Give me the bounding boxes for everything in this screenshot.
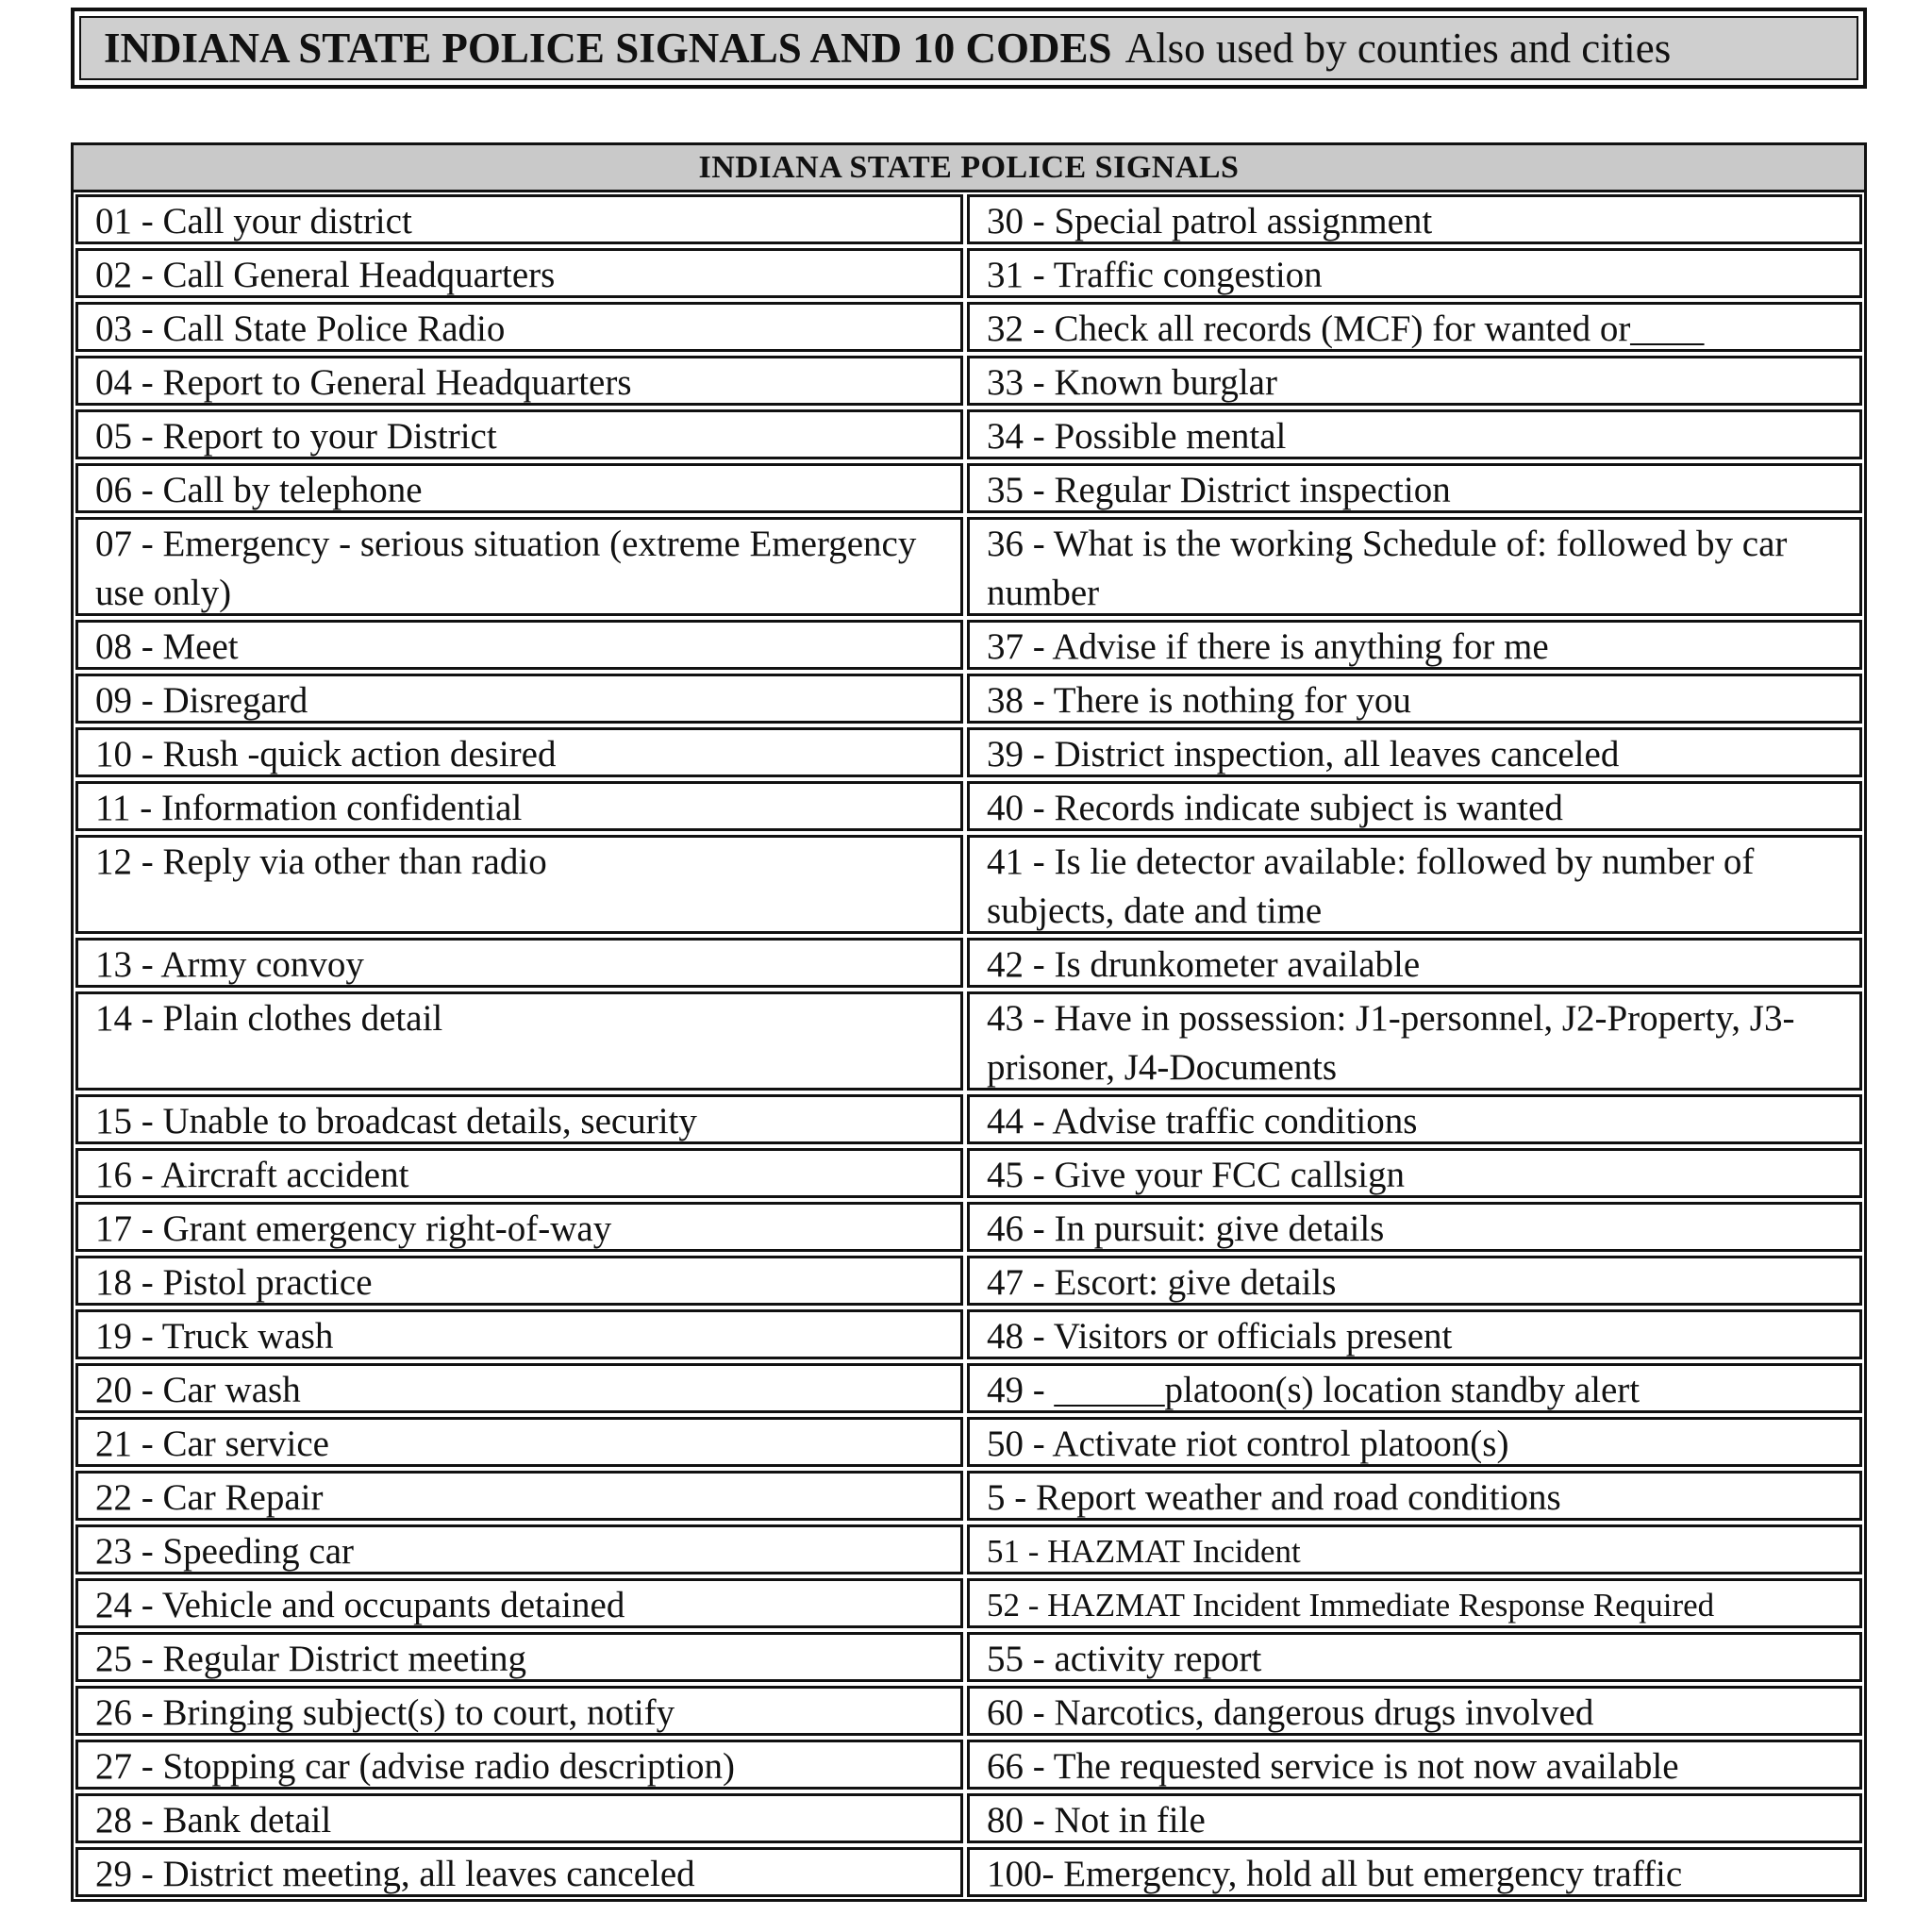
signal-cell-left: 24 - Vehicle and occupants detained [75,1578,963,1628]
signal-cell-right: 52 - HAZMAT Incident Immediate Response Required [967,1578,1862,1628]
signal-cell-left: 19 - Truck wash [75,1309,963,1359]
signal-cell-left: 13 - Army convoy [75,938,963,988]
signal-cell-left: 20 - Car wash [75,1363,963,1413]
signal-cell-right: 38 - There is nothing for you [967,674,1862,724]
signal-cell-left: 18 - Pistol practice [75,1256,963,1306]
signal-cell-right: 5 - Report weather and road conditions [967,1471,1862,1521]
signal-cell-right: 48 - Visitors or officials present [967,1309,1862,1359]
signals-table [71,142,1867,1902]
signal-cell-left: 09 - Disregard [75,674,963,724]
signal-cell-right: 41 - Is lie detector available: followed by number of subjects, date and time [967,835,1862,934]
title-banner [79,16,1858,80]
signal-cell-right: 80 - Not in file [967,1793,1862,1843]
signal-cell-left: 03 - Call State Police Radio [75,302,963,352]
signal-cell-right: 34 - Possible mental [967,409,1862,459]
signal-cell-right: 33 - Known burglar [967,356,1862,406]
signal-cell-right: 55 - activity report [967,1632,1862,1682]
signal-cell-left: 06 - Call by telephone [75,463,963,513]
signal-cell-right: 46 - In pursuit: give details [967,1202,1862,1252]
signal-cell-left: 08 - Meet [75,620,963,670]
signal-cell-right: 30 - Special patrol assignment [967,194,1862,244]
signal-cell-right: 35 - Regular District inspection [967,463,1862,513]
signal-cell-left: 16 - Aircraft accident [75,1148,963,1198]
signal-cell-left: 14 - Plain clothes detail [75,991,963,1091]
signal-cell-right: 50 - Activate riot control platoon(s) [967,1417,1862,1467]
signal-cell-left: 10 - Rush -quick action desired [75,727,963,777]
signal-cell-left: 12 - Reply via other than radio [75,835,963,934]
signal-cell-left: 21 - Car service [75,1417,963,1467]
signal-cell-left: 29 - District meeting, all leaves canceled [75,1847,963,1897]
signal-cell-right: 51 - HAZMAT Incident [967,1524,1862,1574]
signal-cell-right: 100- Emergency, hold all but emergency traffic [967,1847,1862,1897]
signal-cell-right: 39 - District inspection, all leaves canceled [967,727,1862,777]
signal-cell-left: 26 - Bringing subject(s) to court, notify [75,1686,963,1736]
signal-cell-left: 22 - Car Repair [75,1471,963,1521]
signal-cell-left: 04 - Report to General Headquarters [75,356,963,406]
signal-cell-left: 23 - Speeding car [75,1524,963,1574]
signal-cell-left: 02 - Call General Headquarters [75,248,963,298]
signal-cell-right: 37 - Advise if there is anything for me [967,620,1862,670]
signal-cell-right: 31 - Traffic congestion [967,248,1862,298]
page-title: INDIANA STATE POLICE SIGNALS AND 10 CODES [104,25,1112,72]
signal-cell-right: 32 - Check all records (MCF) for wanted or____ [967,302,1862,352]
signal-cell-left: 11 - Information confidential [75,781,963,831]
table-heading: INDIANA STATE POLICE SIGNALS [74,145,1864,192]
page-subtitle: Also used by counties and cities [1124,25,1672,72]
title-box [71,8,1867,89]
signal-cell-left: 07 - Emergency - serious situation (extreme Emergency use only) [75,517,963,616]
signal-cell-right: 60 - Narcotics, dangerous drugs involved [967,1686,1862,1736]
signal-cell-right: 49 - ______platoon(s) location standby alert [967,1363,1862,1413]
signal-cell-right: 66 - The requested service is not now available [967,1740,1862,1790]
signal-cell-left: 17 - Grant emergency right-of-way [75,1202,963,1252]
signal-cell-right: 42 - Is drunkometer available [967,938,1862,988]
signal-cell-left: 27 - Stopping car (advise radio description) [75,1740,963,1790]
signal-cell-left: 01 - Call your district [75,194,963,244]
signal-cell-left: 15 - Unable to broadcast details, security [75,1094,963,1144]
signal-cell-right: 44 - Advise traffic conditions [967,1094,1862,1144]
signal-cell-right: 40 - Records indicate subject is wanted [967,781,1862,831]
table-rows [74,192,1864,1899]
signal-cell-right: 36 - What is the working Schedule of: followed by car number [967,517,1862,616]
signal-cell-left: 25 - Regular District meeting [75,1632,963,1682]
signal-cell-right: 43 - Have in possession: J1-personnel, J2-Property, J3-prisoner, J4-Documents [967,991,1862,1091]
signal-cell-right: 47 - Escort: give details [967,1256,1862,1306]
signal-cell-right: 45 - Give your FCC callsign [967,1148,1862,1198]
signal-cell-left: 28 - Bank detail [75,1793,963,1843]
signal-cell-left: 05 - Report to your District [75,409,963,459]
